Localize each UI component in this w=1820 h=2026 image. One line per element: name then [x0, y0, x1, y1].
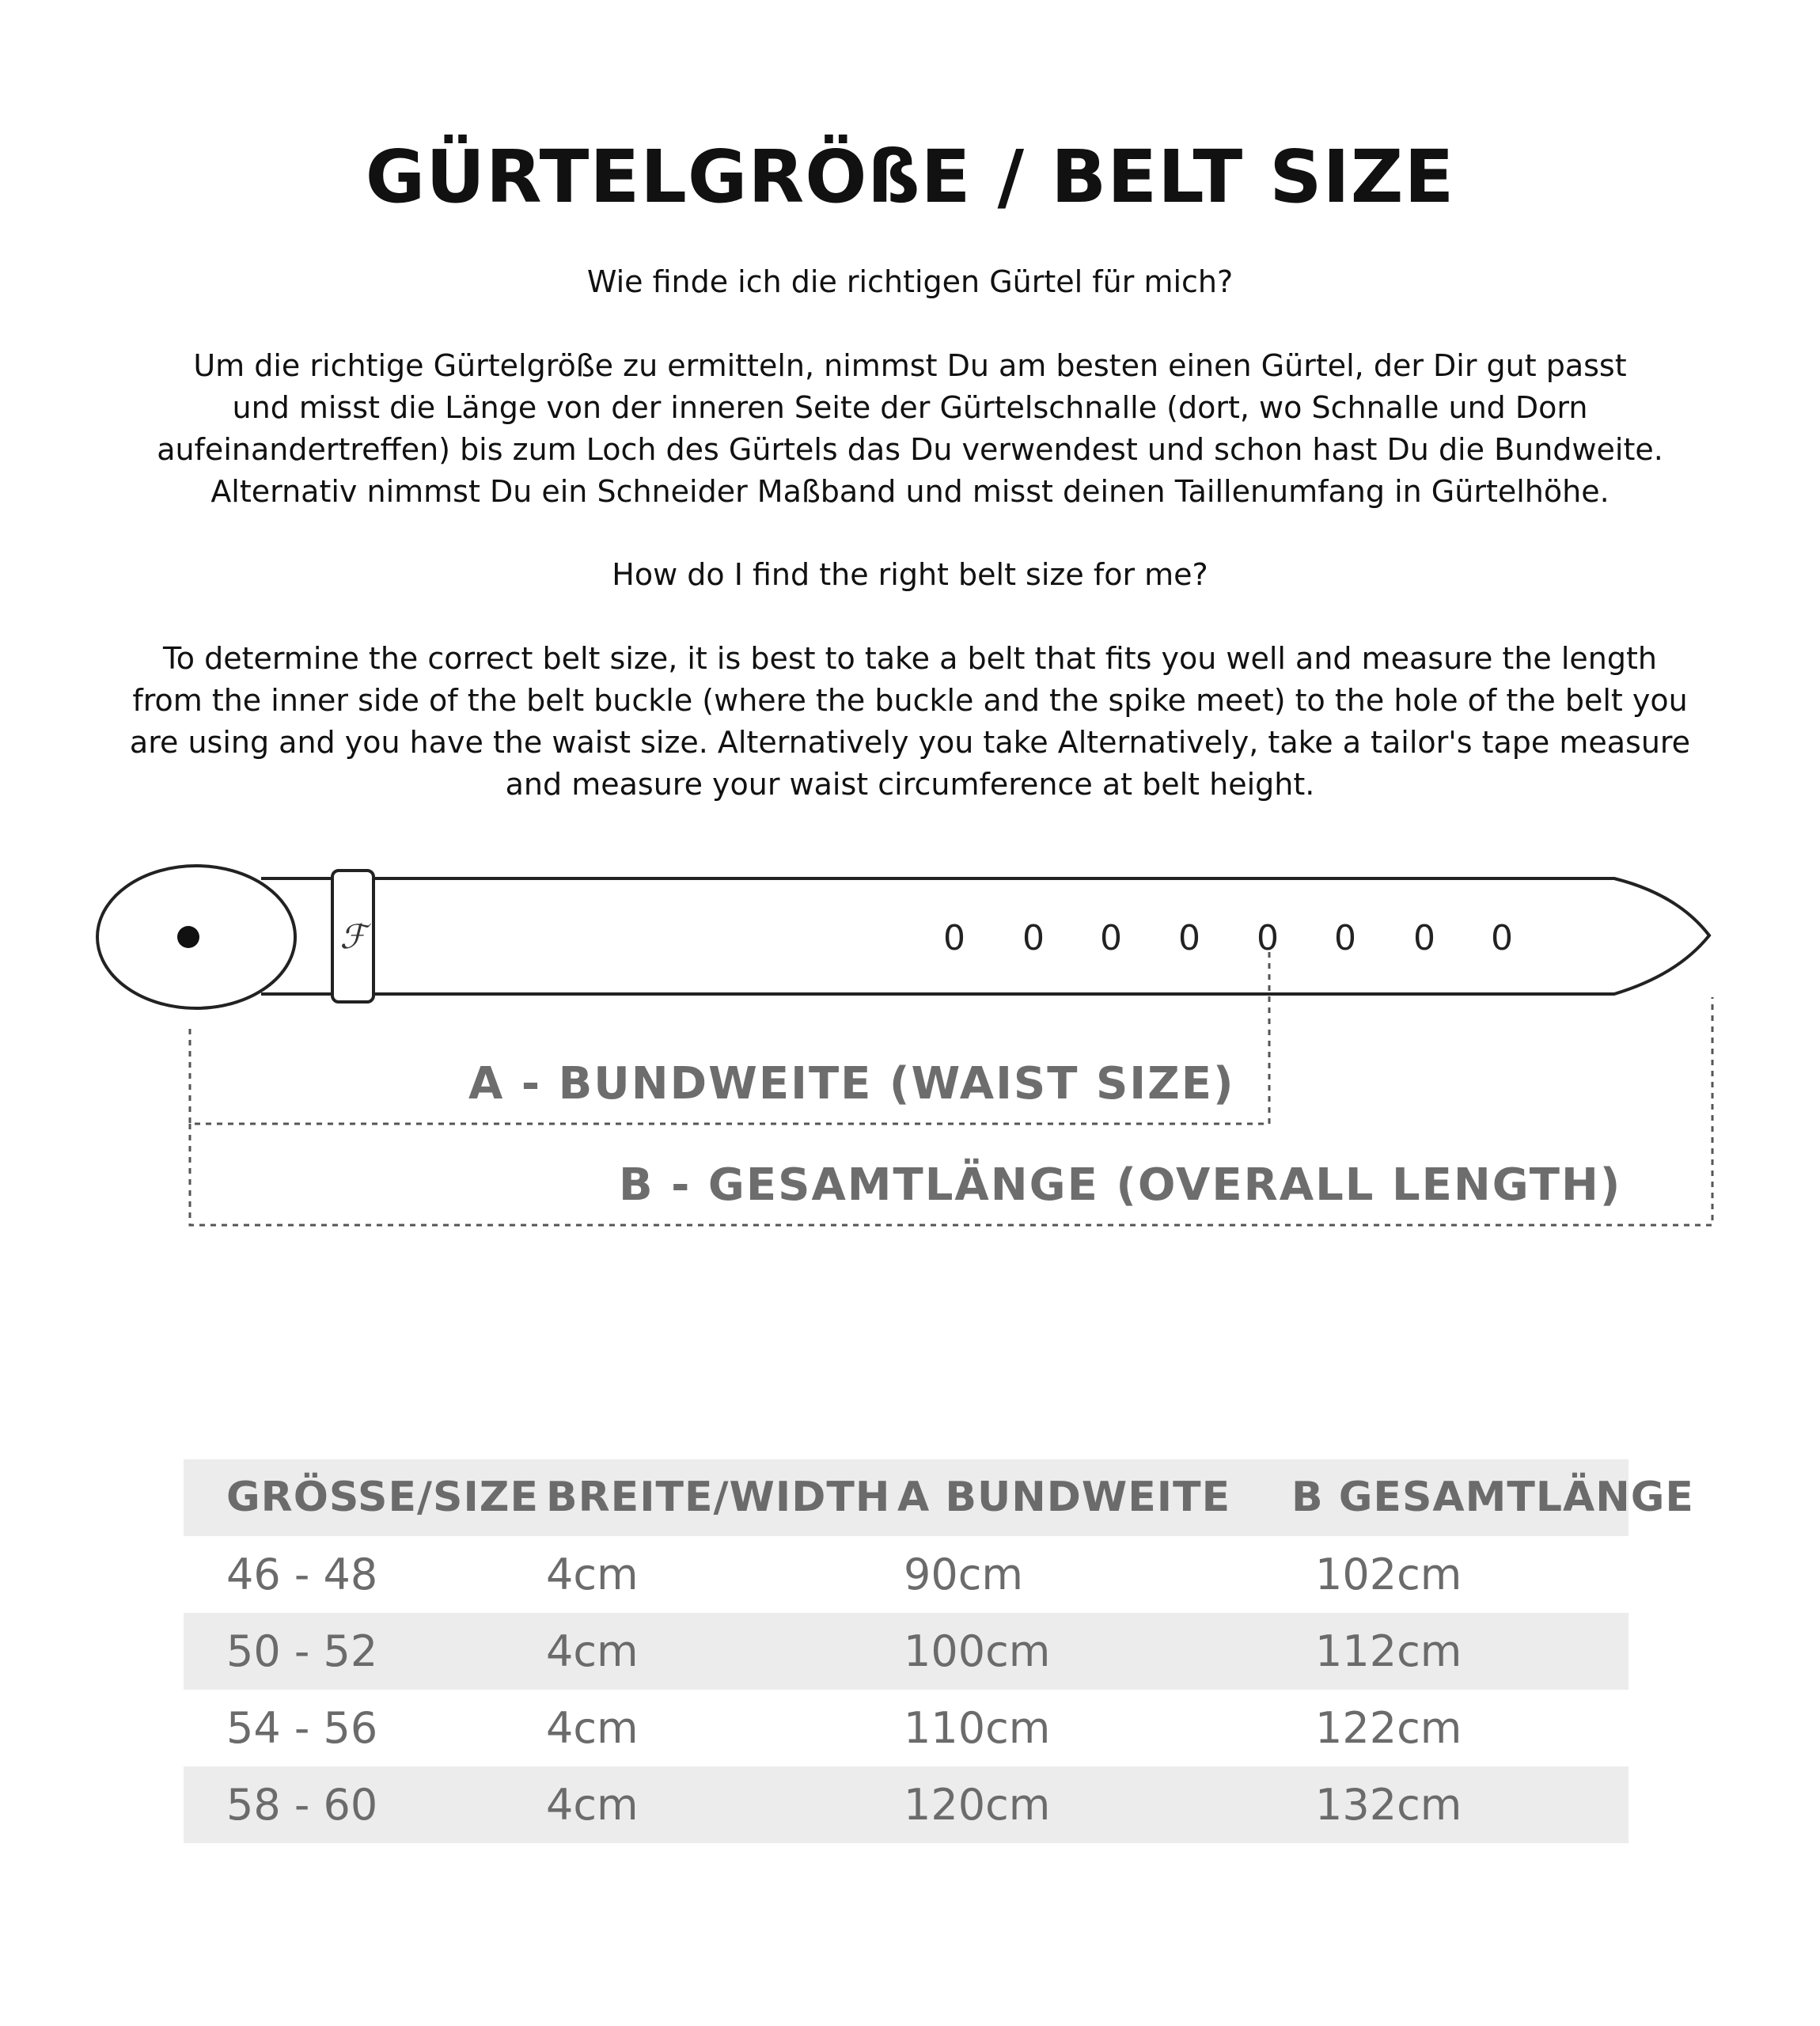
- table-row: [184, 1766, 1629, 1843]
- cell-width: 4cm: [546, 1550, 639, 1599]
- buckle-pin-dot: [177, 926, 199, 948]
- de-line: und misst die Länge von der inneren Seite der Gürtelschnalle (dort, wo Schnalle und Dorn: [232, 390, 1588, 425]
- cell-waist-size: 90cm: [904, 1550, 1024, 1599]
- en-line: from the inner side of the belt buckle (where the buckle and the spike meet) to the hole of the belt you: [132, 683, 1688, 718]
- header-overall-length: B GESAMTLÄNGE: [1291, 1474, 1694, 1521]
- en-line: To determine the correct belt size, it is best to take a belt that fits you well and measure the length: [162, 641, 1657, 676]
- belt-diagram: [0, 839, 1820, 1250]
- cell-width: 4cm: [546, 1703, 639, 1753]
- de-line: aufeinandertreffen) bis zum Loch des Gürtels das Du verwendest und schon hast Du die Bundweite.: [157, 432, 1663, 467]
- cell-size: 54 - 56: [226, 1703, 378, 1753]
- belt-hole: 0: [1413, 918, 1435, 958]
- cell-waist-size: 100cm: [904, 1626, 1051, 1676]
- cell-overall-length: 122cm: [1315, 1703, 1462, 1753]
- header-size: GRÖSSE/SIZE: [226, 1474, 540, 1521]
- cell-waist-size: 120cm: [904, 1780, 1051, 1830]
- table-row: [184, 1613, 1629, 1690]
- page-title: GÜRTELGRÖßE / BELT SIZE: [365, 135, 1455, 219]
- table-header-row: [184, 1459, 1694, 1536]
- belt-hole: 0: [1178, 918, 1200, 958]
- en-line: are using and you have the waist size. Alternatively you take Alternatively, take a tailor's tape measure: [129, 725, 1691, 760]
- belt-hole: 0: [1334, 918, 1356, 958]
- cell-overall-length: 132cm: [1315, 1780, 1462, 1830]
- cell-overall-length: 102cm: [1315, 1550, 1462, 1599]
- en-line: and measure your waist circumference at belt height.: [505, 767, 1315, 802]
- cell-size: 58 - 60: [226, 1780, 378, 1830]
- cell-size: 46 - 48: [226, 1550, 378, 1599]
- cell-overall-length: 112cm: [1315, 1626, 1462, 1676]
- header-waist-size: A BUNDWEITE: [897, 1474, 1231, 1521]
- waist-size-label: A - BUNDWEITE (WAIST SIZE): [468, 1058, 1235, 1110]
- en-question: How do I find the right belt size for me?: [612, 557, 1208, 592]
- belt-hole: 0: [943, 918, 965, 958]
- belt-hole: 0: [1491, 918, 1513, 958]
- cell-width: 4cm: [546, 1780, 639, 1830]
- cell-waist-size: 110cm: [904, 1703, 1051, 1753]
- belt-hole: 0: [1022, 918, 1045, 958]
- table-row: [184, 1536, 1629, 1613]
- header-width: BREITE/WIDTH: [546, 1474, 891, 1521]
- table-row: [184, 1690, 1629, 1766]
- de-line: Um die richtige Gürtelgröße zu ermitteln, nimmst Du am besten einen Gürtel, der Dir gut passt: [193, 348, 1627, 383]
- cell-width: 4cm: [546, 1626, 639, 1676]
- de-line: Alternativ nimmst Du ein Schneider Maßband und misst deinen Taillenumfang in Gürtelhöhe.: [210, 474, 1610, 509]
- de-question: Wie finde ich die richtigen Gürtel für mich?: [586, 264, 1234, 299]
- belt-hole: 0: [1100, 918, 1122, 958]
- overall-length-label: B - GESAMTLÄNGE (OVERALL LENGTH): [619, 1159, 1622, 1211]
- cell-size: 50 - 52: [226, 1626, 378, 1676]
- belt-hole: 0: [1257, 918, 1279, 958]
- size-table: [184, 1459, 1694, 1843]
- brand-monogram-icon: ℱ: [339, 917, 366, 956]
